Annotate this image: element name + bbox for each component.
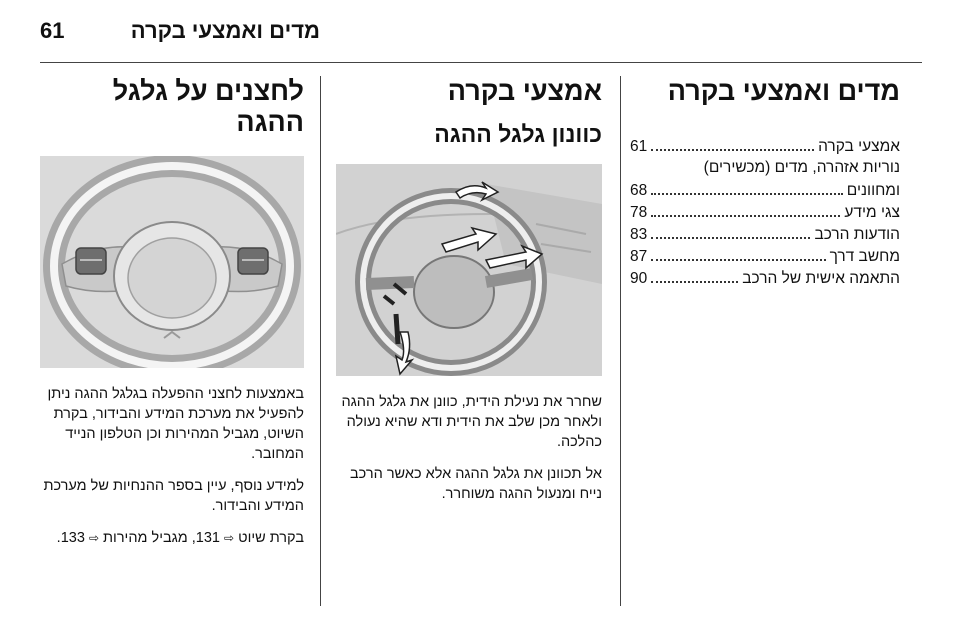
paragraph: למידע נוסף, עיין בספר ההנחיות של מערכת המידע והבידור. [43, 478, 304, 514]
page-header [40, 10, 920, 50]
toc-item[interactable] [630, 225, 900, 247]
toc-item-page: 61 [630, 138, 648, 155]
toc-item[interactable] [630, 137, 900, 159]
toc-leader [651, 247, 825, 261]
toc-item-page: 83 [630, 226, 648, 243]
toc-item-page: 68 [630, 182, 648, 199]
page-reference[interactable]: 133 [60, 530, 85, 546]
paragraph: שחרר את נעילת הידית, כוונן את גלגל ההגה ולאחר מכן שלב את הידית ודא שהיא נעולה כהלכה. [341, 394, 602, 450]
controls-text [40, 384, 304, 548]
adjustment-column [336, 76, 602, 504]
toc-item-label: ומחוונים [846, 182, 900, 199]
section-heading: אמצעי בקרה [447, 76, 602, 106]
paragraph: אל תכוונן את גלגל ההגה אלא כאשר הרכב נייח ומנעול ההגה משוחרר. [350, 466, 602, 502]
toc-item-label: אמצעי בקרה [818, 138, 900, 155]
page-reference-icon: ⇨ [224, 531, 235, 545]
column-divider-right [620, 76, 621, 606]
toc-leader [651, 137, 814, 151]
page-reference-icon: ⇨ [88, 531, 99, 545]
toc-leader [651, 203, 840, 217]
section-subheading: כוונון גלגל ההגה [434, 121, 602, 147]
toc-leader [651, 181, 843, 195]
toc-item-label: צגי מידע [844, 204, 900, 221]
toc-item-page: 90 [630, 270, 648, 287]
paragraph-with-references: בקרת שיוט ⇨ 131, מגביל מהירות ⇨ 133. [56, 530, 304, 546]
toc-item[interactable] [630, 247, 900, 269]
page-number: 61 [40, 18, 65, 43]
page-reference[interactable]: 131 [195, 530, 220, 546]
toc-item-label: התאמה אישית של הרכב [742, 270, 900, 287]
toc-item-label: הודעות הרכב [814, 226, 900, 243]
paragraph: באמצעות לחצני ההפעלה בגלגל ההגה ניתן להפעיל את מערכת המידע והבידור, בקרת השיוט, מגביל המהירות וכן הטלפון הנייד המחובר. [47, 386, 304, 462]
reference-text: בקרת שיוט [238, 530, 304, 546]
controls-column [40, 76, 304, 548]
toc-leader [651, 225, 810, 239]
toc-item-page: 87 [630, 248, 648, 265]
chapter-title: מדים ואמצעי בקרה [130, 18, 320, 43]
toc-item[interactable] [630, 181, 900, 203]
toc-heading: מדים ואמצעי בקרה [667, 76, 900, 106]
steering-controls-illustration [40, 156, 304, 368]
toc-item[interactable] [630, 203, 900, 225]
toc-leader [651, 269, 738, 283]
adjustment-text [336, 392, 602, 504]
steering-adjustment-illustration [336, 164, 602, 376]
column-divider-left [320, 76, 321, 606]
toc-column [630, 76, 900, 291]
toc-item-line[interactable]: נוריות אזהרה, מדים (מכשירים) [703, 159, 900, 176]
toc-item-label: מחשב דרך [829, 248, 900, 265]
toc-list [630, 137, 900, 291]
header-divider [40, 62, 922, 63]
toc-item[interactable] [630, 269, 900, 291]
toc-item-page: 78 [630, 204, 648, 221]
section-heading: לחצנים על גלגל ההגה [112, 76, 304, 137]
reference-text: , מגביל מהירות [103, 530, 196, 546]
